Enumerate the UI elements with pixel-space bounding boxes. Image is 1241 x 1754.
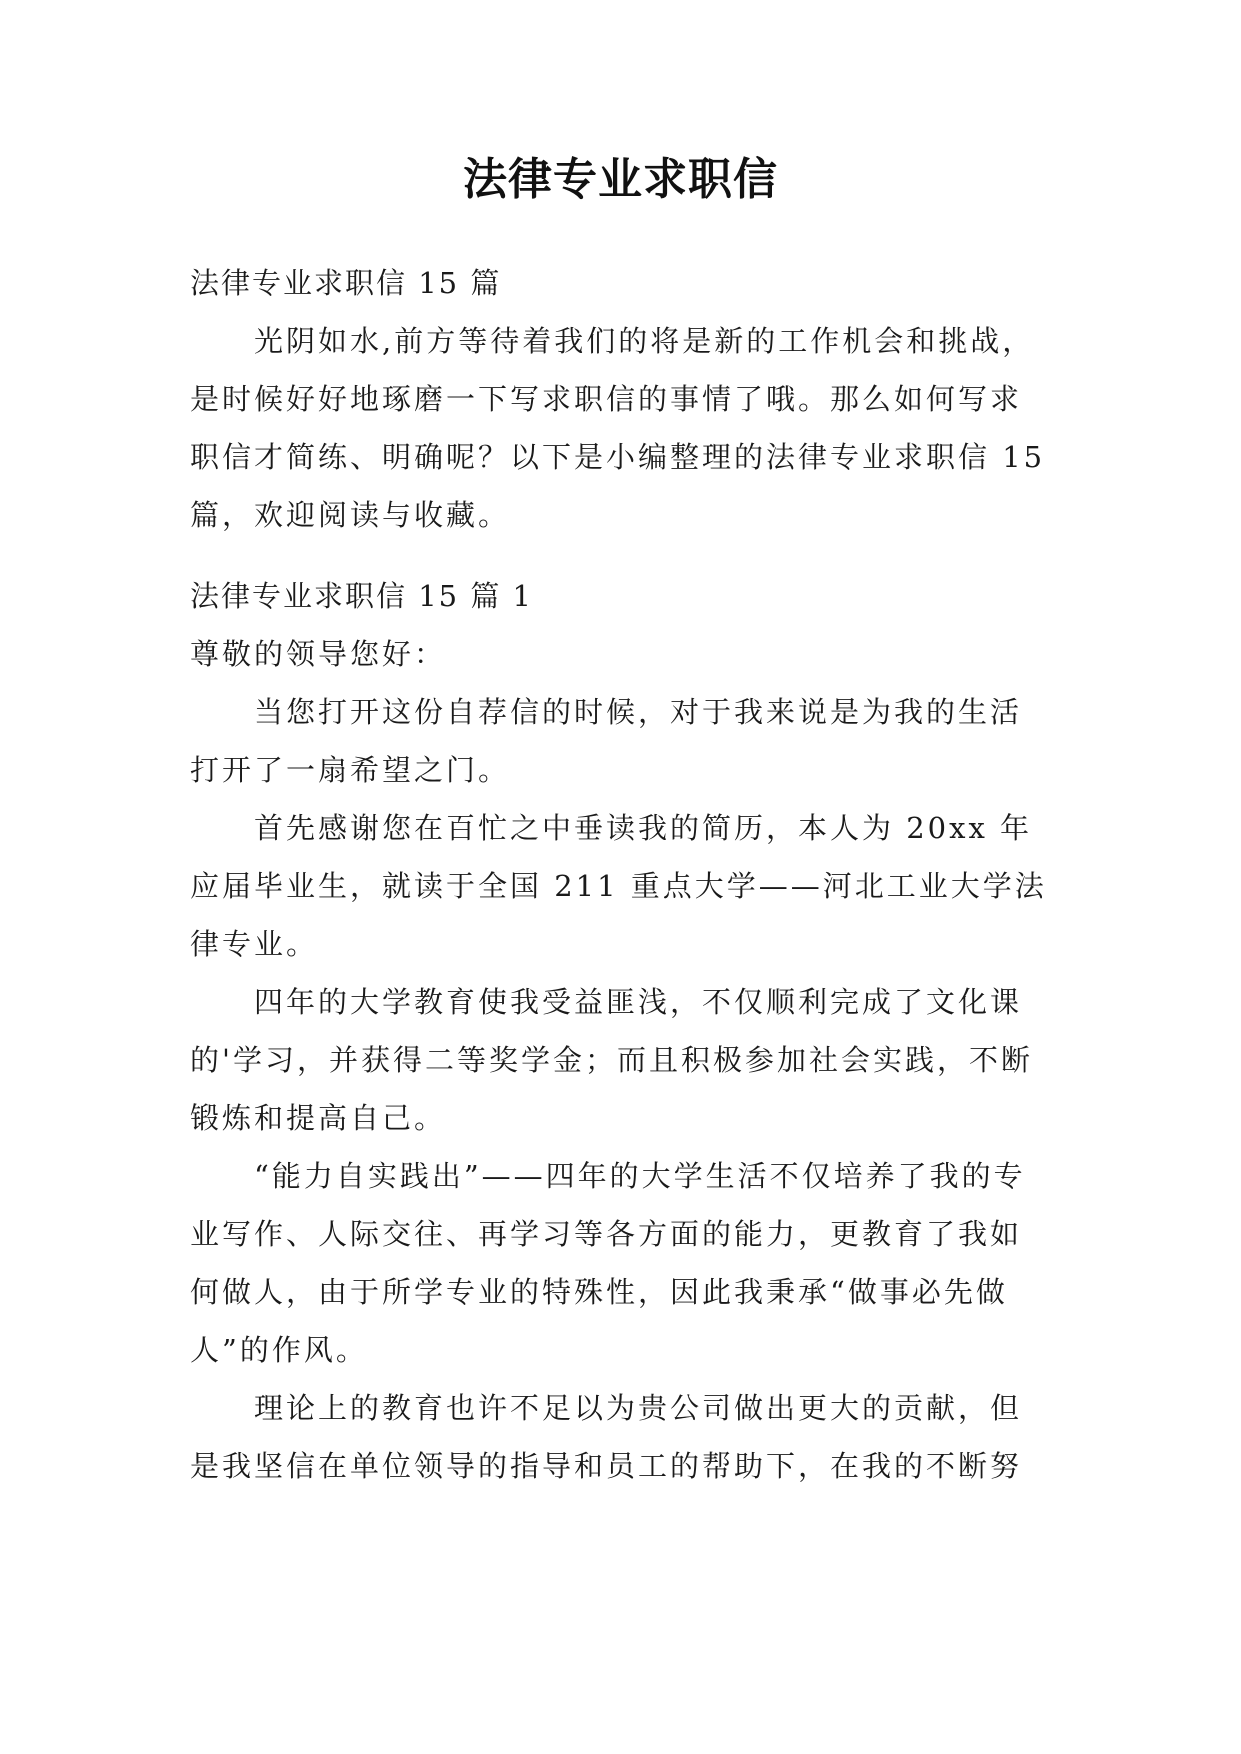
intro-paragraph: 光阴如水,前方等待着我们的将是新的工作机会和挑战，是时候好好地琢磨一下写求职信的事情了哦。那么如何写求职信才简练、明确呢？以下是小编整理的法律专业求职信 15 篇，欢迎阅读与收藏。 — [190, 324, 1046, 532]
letter-paragraph: 理论上的教育也许不足以为贵公司做出更大的贡献，但是我坚信在单位领导的指导和员工的帮助下，在我的不断努 — [190, 1391, 1023, 1483]
letter-paragraph: 四年的大学教育使我受益匪浅，不仅顺利完成了文化课的'学习，并获得二等奖学金；而且积极参加社会实践，不断锻炼和提高自己。 — [190, 985, 1033, 1135]
page-title: 法律专业求职信 — [463, 154, 778, 205]
letter-block — [190, 567, 1050, 1495]
letter-paragraph: 当您打开这份自荐信的时候，对于我来说是为我的生活打开了一扇希望之门。 — [190, 695, 1023, 787]
salutation: 尊敬的领导您好： — [190, 637, 447, 671]
intro-block — [190, 254, 1050, 544]
letter-paragraph: 首先感谢您在百忙之中垂读我的简历，本人为 20xx 年应届毕业生，就读于全国 211 重点大学——河北工业大学法律专业。 — [190, 811, 1047, 961]
letter-paragraph: “能力自实践出”——四年的大学生活不仅培养了我的专业写作、人际交往、再学习等各方面的能力，更教育了我如何做人，由于所学专业的特殊性，因此我秉承“做事必先做人”的作风。 — [190, 1159, 1026, 1367]
document-subtitle: 法律专业求职信 15 篇 — [190, 266, 502, 300]
section-heading: 法律专业求职信 15 篇 1 — [190, 579, 534, 613]
